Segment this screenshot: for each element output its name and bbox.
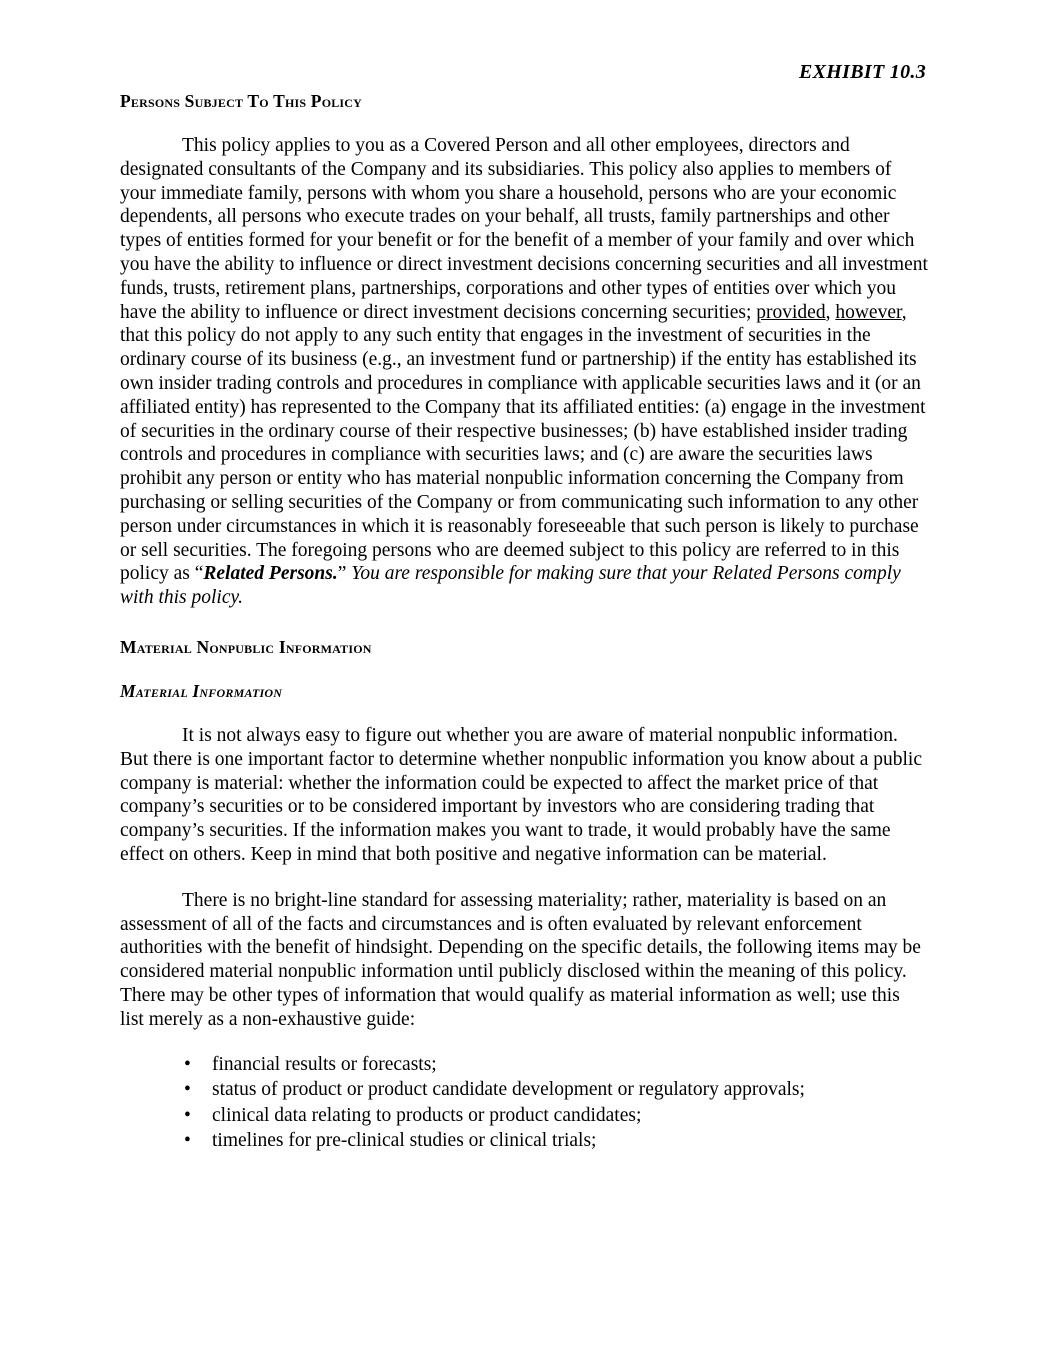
page-content (120, 60, 928, 1154)
list-item-label: financial results or forecasts; (212, 1053, 437, 1075)
spacer (120, 1032, 928, 1052)
heading-persons-subject-to-this-policy: Persons Subject To This Policy (120, 91, 363, 111)
exhibit-label-text: EXHIBIT 10.3 (799, 61, 926, 83)
list-item-label: status of product or product candidate development or regulatory approvals; (212, 1079, 805, 1100)
closing-italic-sentence: You are responsible for making sure that your Related Persons comply with this policy. (120, 563, 901, 609)
spacer (120, 112, 928, 134)
bullet-icon: • (184, 1079, 191, 1100)
heading-material-nonpublic-information: Material Nonpublic Information (120, 636, 372, 657)
emphasis-however: however (835, 301, 902, 323)
spacer (120, 702, 928, 724)
bullet-icon: • (184, 1104, 191, 1126)
list-item (120, 1077, 928, 1103)
defined-term-related-persons: Related Persons. (203, 563, 338, 585)
paragraph-text-part-1: This policy applies to you as a Covered Person and all other employees, directors and designated consultants of the Company and its subsidiaries. This policy also applies to members of your immediate family, persons with whom you share a household, persons who are your economic dependents, all persons who execute trades on your behalf, all trusts, family partnerships and other types of entities formed for your benefit or for the benefit of a member of your family and over which you have the ability to influence or direct investment decisions concerning securities and all investment funds, trusts, retirement plans, partnerships, corporations and other types of entities over which you have the ability to influence or direct investment decisions concerning securities; (120, 135, 928, 323)
paragraph-text-part-2: , that this policy do not apply to any such entity that engages in the investment of securities in the ordinary course of its business (e.g., an investment fund or partnership) if the entity has established its own insider trading controls and procedures in compliance with applicable securities laws and it (or an affiliated entity) has represented to the Company that its affiliated entities: (a) engage in the investment of securities in the ordinary course of their respective businesses; (b) have established insider trading controls and procedures in compliance with securities laws; and (c) are aware the securities laws prohibit any person or entity who has material nonpublic information concerning the Company from purchasing or selling securities of the Company or from communicating such information to any other person under circumstances in which it is reasonably foreseeable that such person is likely to purchase or sell securities. The foregoing persons who are deemed subject to this policy are referred to in this policy as “ (120, 301, 926, 585)
paragraph-separator: , (825, 301, 836, 323)
list-item-label: clinical data relating to products or product candidates; (212, 1104, 642, 1126)
paragraph-material-information-1: It is not always easy to figure out whether you are aware of material nonpublic information. But there is one important factor to determine whether nonpublic information you know about a public company is material: whether the information could be expected to affect the market price of that company’s securities or to be considered important by investors who are considering trading that company’s securities. If the information makes you want to trade, it would probably have the same effect on others. Keep in mind that both positive and negative information can be material. (120, 724, 923, 865)
bullet-icon: • (184, 1130, 191, 1151)
spacer (120, 867, 928, 889)
spacer (120, 658, 928, 680)
emphasis-provided: provided (756, 301, 826, 323)
subheading-material-information: Material Information (120, 680, 283, 701)
spacer (120, 610, 928, 636)
list-item (120, 1052, 928, 1078)
paragraph-text-part-3: ” (337, 563, 352, 585)
paragraph-material-information-2: There is no bright-line standard for assessing materiality; rather, materiality is based on an assessment of all of the facts and circumstances and is often evaluated by relevant enforcement authorities with the benefit of hindsight. Depending on the specific details, the following items may be considered material nonpublic information until publicly disclosed within the meaning of this policy. There may be other types of information that would qualify as material information as well; use this list merely as a non-exhaustive guide: (120, 889, 921, 1030)
list-item (120, 1103, 928, 1129)
list-item (120, 1128, 928, 1154)
exhibit-label (120, 60, 928, 84)
material-information-bullet-list (120, 1052, 928, 1154)
paragraph-persons-subject (120, 134, 928, 610)
list-item-label: timelines for pre-clinical studies or clinical trials; (212, 1130, 597, 1151)
bullet-icon: • (184, 1053, 191, 1075)
